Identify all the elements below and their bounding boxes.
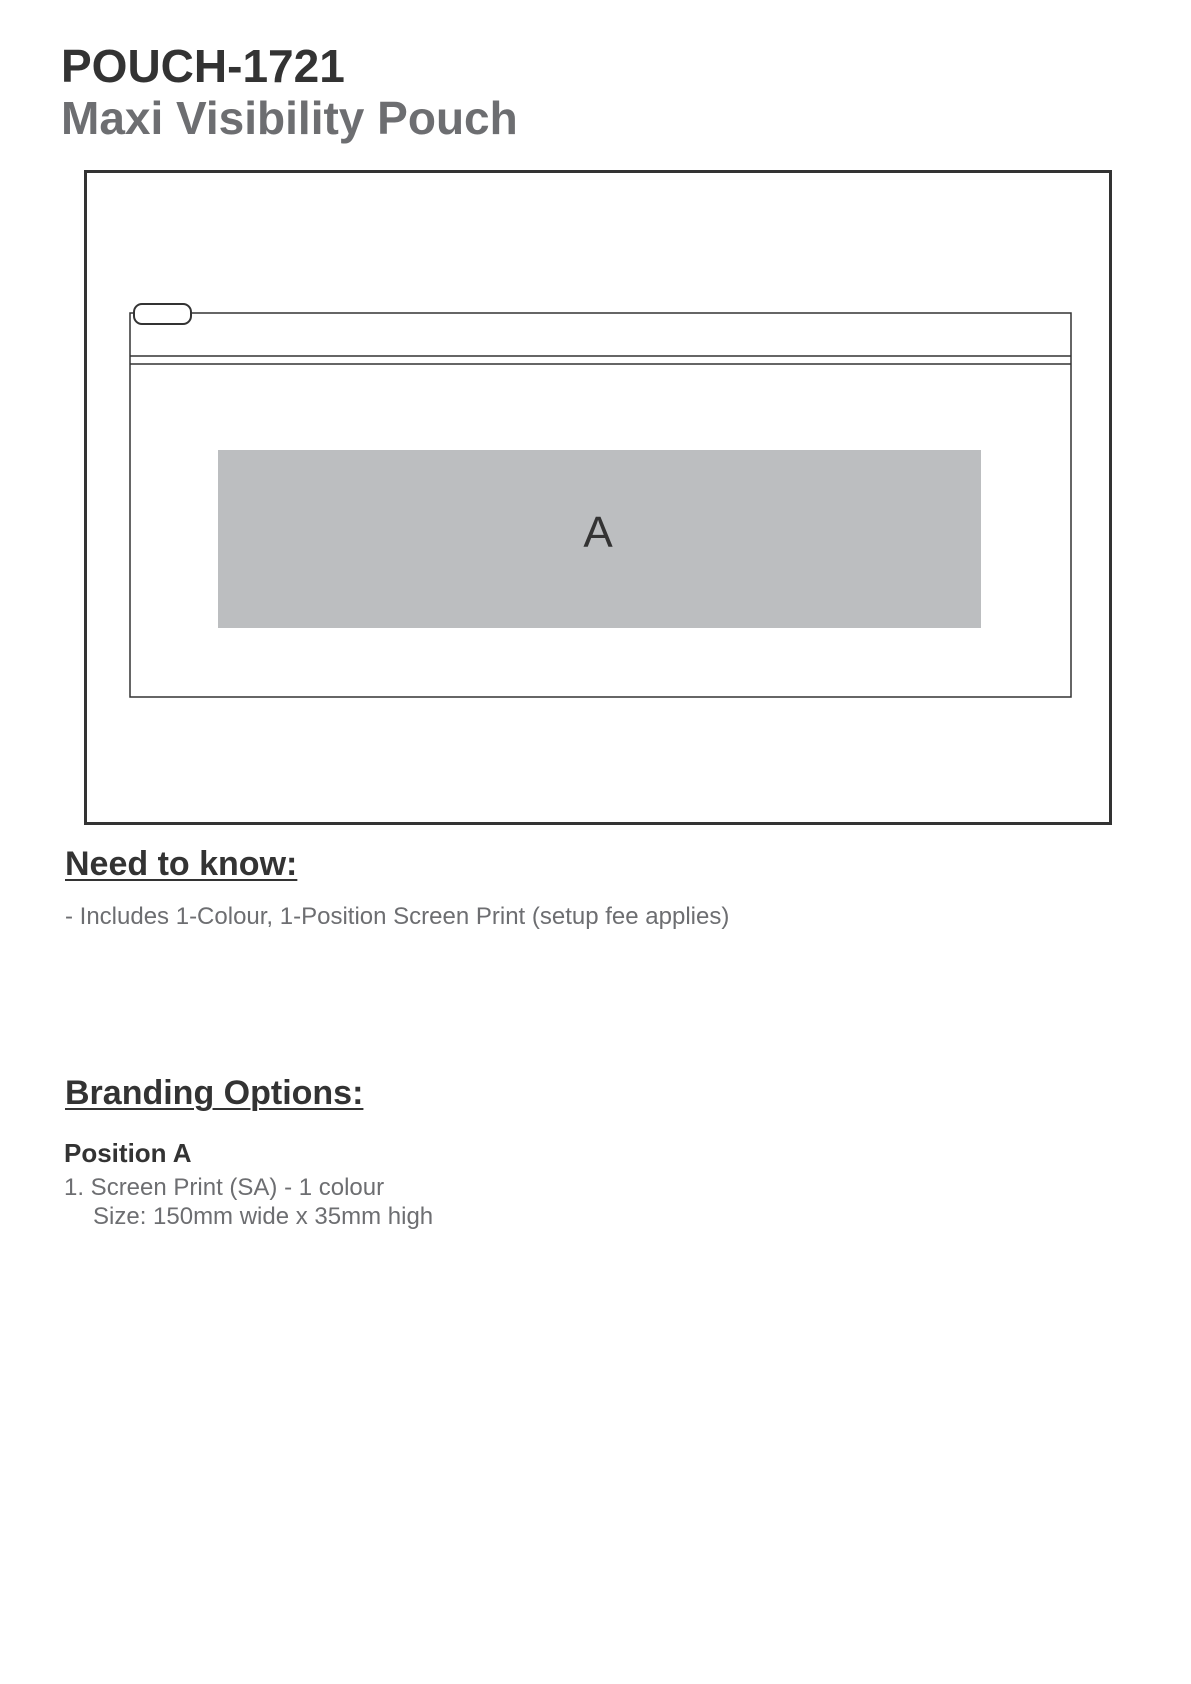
position-a-size: Size: 150mm wide x 35mm high [93,1203,434,1230]
pouch-illustration [87,173,1109,822]
zipper-pull [134,304,191,324]
print-area-label: A [583,508,613,557]
need-to-know-heading: Need to know: [65,845,298,883]
branding-options-heading: Branding Options: [65,1074,364,1112]
header [61,40,518,144]
product-name: Maxi Visibility Pouch [61,92,518,144]
need-to-know-item: - Includes 1-Colour, 1-Position Screen Print (setup fee applies) [65,903,730,930]
product-code: POUCH-1721 [61,40,345,92]
product-diagram [84,170,1112,825]
position-a-method: 1. Screen Print (SA) - 1 colour [64,1174,385,1201]
position-a-title: Position A [64,1138,192,1168]
